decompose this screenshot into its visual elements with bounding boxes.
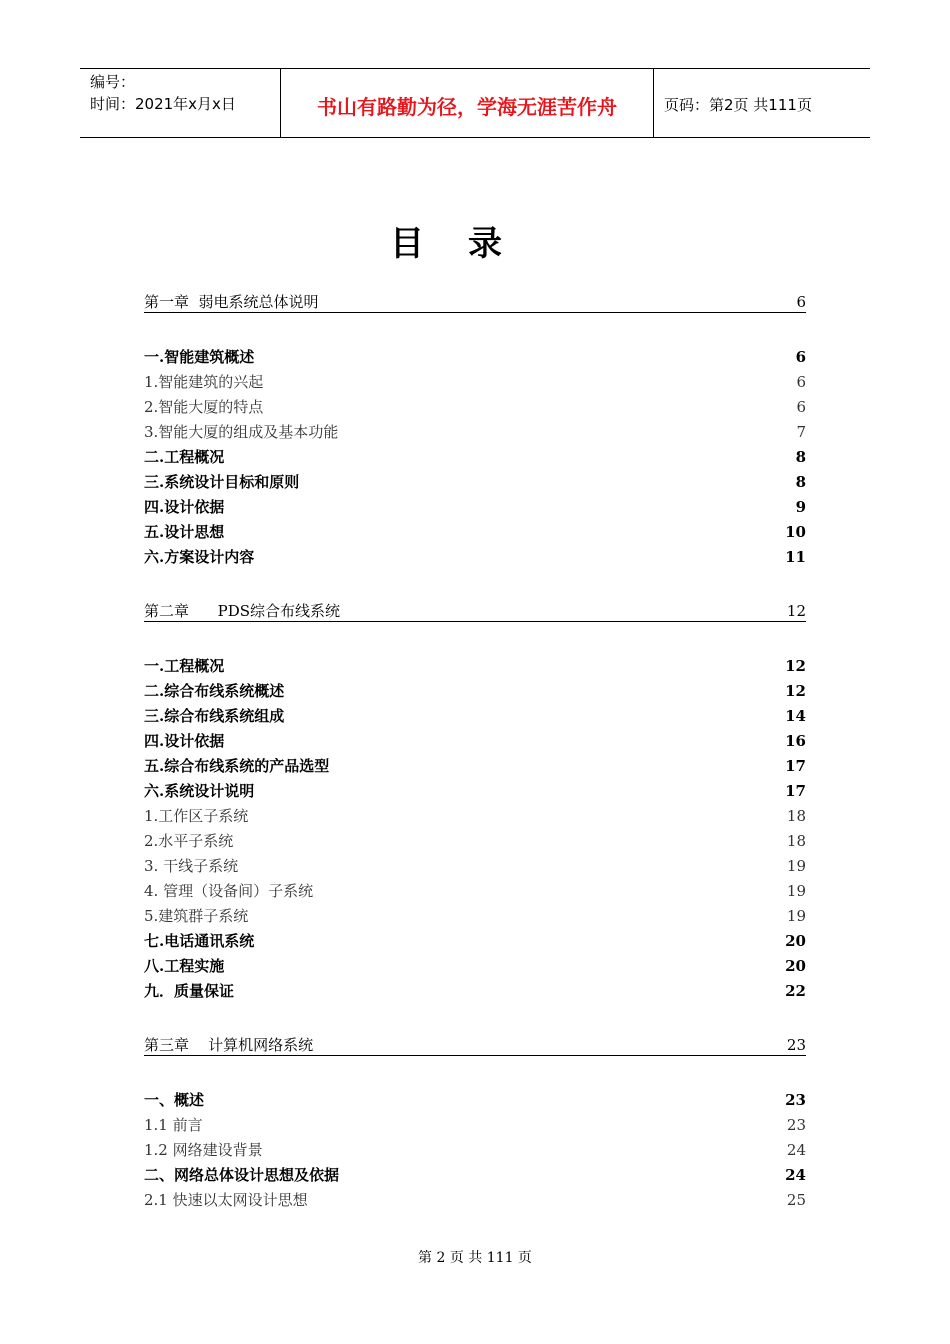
toc-entry-page: 25 bbox=[786, 1191, 806, 1209]
table-of-contents bbox=[144, 290, 806, 1213]
toc-entry-page: 17 bbox=[785, 782, 806, 800]
toc-entry[interactable] bbox=[144, 1138, 806, 1163]
toc-entry[interactable] bbox=[144, 370, 806, 395]
toc-entry-label: 1.1 前言 bbox=[144, 1116, 203, 1134]
header-meta-cell bbox=[80, 69, 281, 137]
toc-entry-page: 24 bbox=[786, 1141, 806, 1159]
toc-entry[interactable] bbox=[144, 1113, 806, 1138]
toc-entry-label: 二.工程概况 bbox=[144, 448, 225, 466]
toc-entry-label: 2.水平子系统 bbox=[144, 832, 234, 850]
toc-entry-page: 12 bbox=[785, 682, 806, 700]
toc-entry[interactable] bbox=[144, 1188, 806, 1213]
toc-entry-page: 18 bbox=[786, 832, 806, 850]
toc-entry[interactable] bbox=[144, 345, 806, 370]
toc-entry[interactable] bbox=[144, 729, 806, 754]
toc-entry-label: 5.建筑群子系统 bbox=[144, 907, 249, 925]
toc-entry[interactable] bbox=[144, 545, 806, 570]
toc-entry-label: 1.工作区子系统 bbox=[144, 807, 249, 825]
toc-entry-label: 五.综合布线系统的产品选型 bbox=[144, 757, 330, 775]
toc-entry-label: 4. 管理（设备间）子系统 bbox=[144, 882, 314, 900]
toc-entry-label: 三.综合布线系统组成 bbox=[144, 707, 285, 725]
toc-entry-page: 23 bbox=[785, 1091, 806, 1109]
toc-entry-label: 一.智能建筑概述 bbox=[144, 348, 255, 366]
toc-entry-page: 7 bbox=[796, 423, 806, 441]
toc-entry-page: 12 bbox=[786, 602, 806, 620]
toc-entry-page: 6 bbox=[795, 348, 806, 366]
toc-entry-label: 二.综合布线系统概述 bbox=[144, 682, 285, 700]
toc-entry[interactable] bbox=[144, 879, 806, 904]
toc-entry-page: 19 bbox=[786, 857, 806, 875]
toc-entry-page: 20 bbox=[785, 932, 806, 950]
toc-entry-label: 第二章 PDS综合布线系统 bbox=[144, 602, 341, 620]
toc-chapter-heading[interactable] bbox=[144, 599, 806, 622]
toc-chapter-heading[interactable] bbox=[144, 1033, 806, 1056]
toc-entry-label: 六.方案设计内容 bbox=[144, 548, 255, 566]
header-page-info: 页码：第2页 共111页 bbox=[664, 95, 812, 114]
toc-entry-page: 11 bbox=[785, 548, 806, 566]
number-label: 编号： bbox=[90, 73, 136, 91]
time-label: 时间：2021年x月x日 bbox=[90, 95, 236, 113]
toc-entry[interactable] bbox=[144, 1163, 806, 1188]
toc-entry-label: 一、概述 bbox=[144, 1091, 205, 1109]
toc-entry[interactable] bbox=[144, 904, 806, 929]
toc-entry-label: 四.设计依据 bbox=[144, 498, 225, 516]
toc-entry-page: 12 bbox=[785, 657, 806, 675]
toc-entry-page: 8 bbox=[795, 448, 806, 466]
toc-entry-label: 六.系统设计说明 bbox=[144, 782, 255, 800]
toc-entry[interactable] bbox=[144, 929, 806, 954]
toc-entry-page: 20 bbox=[785, 957, 806, 975]
toc-entry-page: 14 bbox=[785, 707, 806, 725]
toc-entry[interactable] bbox=[144, 829, 806, 854]
toc-entry-label: 3.智能大厦的组成及基本功能 bbox=[144, 423, 339, 441]
toc-entry-page: 23 bbox=[786, 1116, 806, 1134]
toc-entry[interactable] bbox=[144, 679, 806, 704]
toc-entry-page: 6 bbox=[796, 293, 806, 311]
toc-entry[interactable] bbox=[144, 954, 806, 979]
toc-entry-page: 24 bbox=[785, 1166, 806, 1184]
toc-entry[interactable] bbox=[144, 495, 806, 520]
toc-entry[interactable] bbox=[144, 654, 806, 679]
toc-entry-label: 三.系统设计目标和原则 bbox=[144, 473, 300, 491]
toc-entry-label: 1.2 网络建设背景 bbox=[144, 1141, 263, 1159]
toc-entry[interactable] bbox=[144, 779, 806, 804]
toc-entry-page: 23 bbox=[786, 1036, 806, 1054]
toc-entry-page: 19 bbox=[786, 907, 806, 925]
toc-entry-page: 18 bbox=[786, 807, 806, 825]
toc-entry[interactable] bbox=[144, 1088, 806, 1113]
toc-entry[interactable] bbox=[144, 754, 806, 779]
toc-entry-label: 四.设计依据 bbox=[144, 732, 225, 750]
toc-entry-page: 10 bbox=[785, 523, 806, 541]
toc-entry-label: 九．质量保证 bbox=[144, 982, 235, 1000]
toc-entry-label: 二、网络总体设计思想及依据 bbox=[144, 1166, 340, 1184]
toc-entry[interactable] bbox=[144, 445, 806, 470]
toc-entry-label: 第一章 弱电系统总体说明 bbox=[144, 293, 319, 311]
toc-entry-label: 第三章 计算机网络系统 bbox=[144, 1036, 314, 1054]
toc-entry-label: 1.智能建筑的兴起 bbox=[144, 373, 264, 391]
toc-entry-page: 17 bbox=[785, 757, 806, 775]
toc-entry[interactable] bbox=[144, 979, 806, 1004]
toc-entry-label: 2.智能大厦的特点 bbox=[144, 398, 264, 416]
section-spacer bbox=[144, 1004, 806, 1033]
toc-entry-page: 16 bbox=[785, 732, 806, 750]
toc-entry-label: 2.1 快速以太网设计思想 bbox=[144, 1191, 308, 1209]
section-spacer bbox=[144, 570, 806, 599]
toc-entry-label: 五.设计思想 bbox=[144, 523, 225, 541]
toc-title: 目录 bbox=[390, 224, 546, 264]
toc-entry-page: 9 bbox=[795, 498, 806, 516]
toc-entry[interactable] bbox=[144, 520, 806, 545]
toc-entry-page: 6 bbox=[796, 373, 806, 391]
toc-entry-page: 19 bbox=[786, 882, 806, 900]
toc-entry-page: 8 bbox=[795, 473, 806, 491]
toc-chapter-heading[interactable] bbox=[144, 290, 806, 313]
toc-entry-label: 3. 干线子系统 bbox=[144, 857, 239, 875]
toc-entry-label: 一.工程概况 bbox=[144, 657, 225, 675]
toc-entry-label: 八.工程实施 bbox=[144, 957, 225, 975]
toc-entry[interactable] bbox=[144, 854, 806, 879]
toc-entry[interactable] bbox=[144, 470, 806, 495]
toc-entry[interactable] bbox=[144, 395, 806, 420]
toc-entry-label: 七.电话通讯系统 bbox=[144, 932, 255, 950]
toc-entry-page: 22 bbox=[785, 982, 806, 1000]
toc-entry-page: 6 bbox=[796, 398, 806, 416]
toc-entry[interactable] bbox=[144, 804, 806, 829]
document-header bbox=[80, 68, 870, 138]
page-footer: 第 2 页 共 111 页 bbox=[418, 1250, 532, 1266]
toc-entry[interactable] bbox=[144, 420, 806, 445]
toc-entry[interactable] bbox=[144, 704, 806, 729]
header-motto: 书山有路勤为径，学海无涯苦作舟 bbox=[281, 69, 654, 137]
